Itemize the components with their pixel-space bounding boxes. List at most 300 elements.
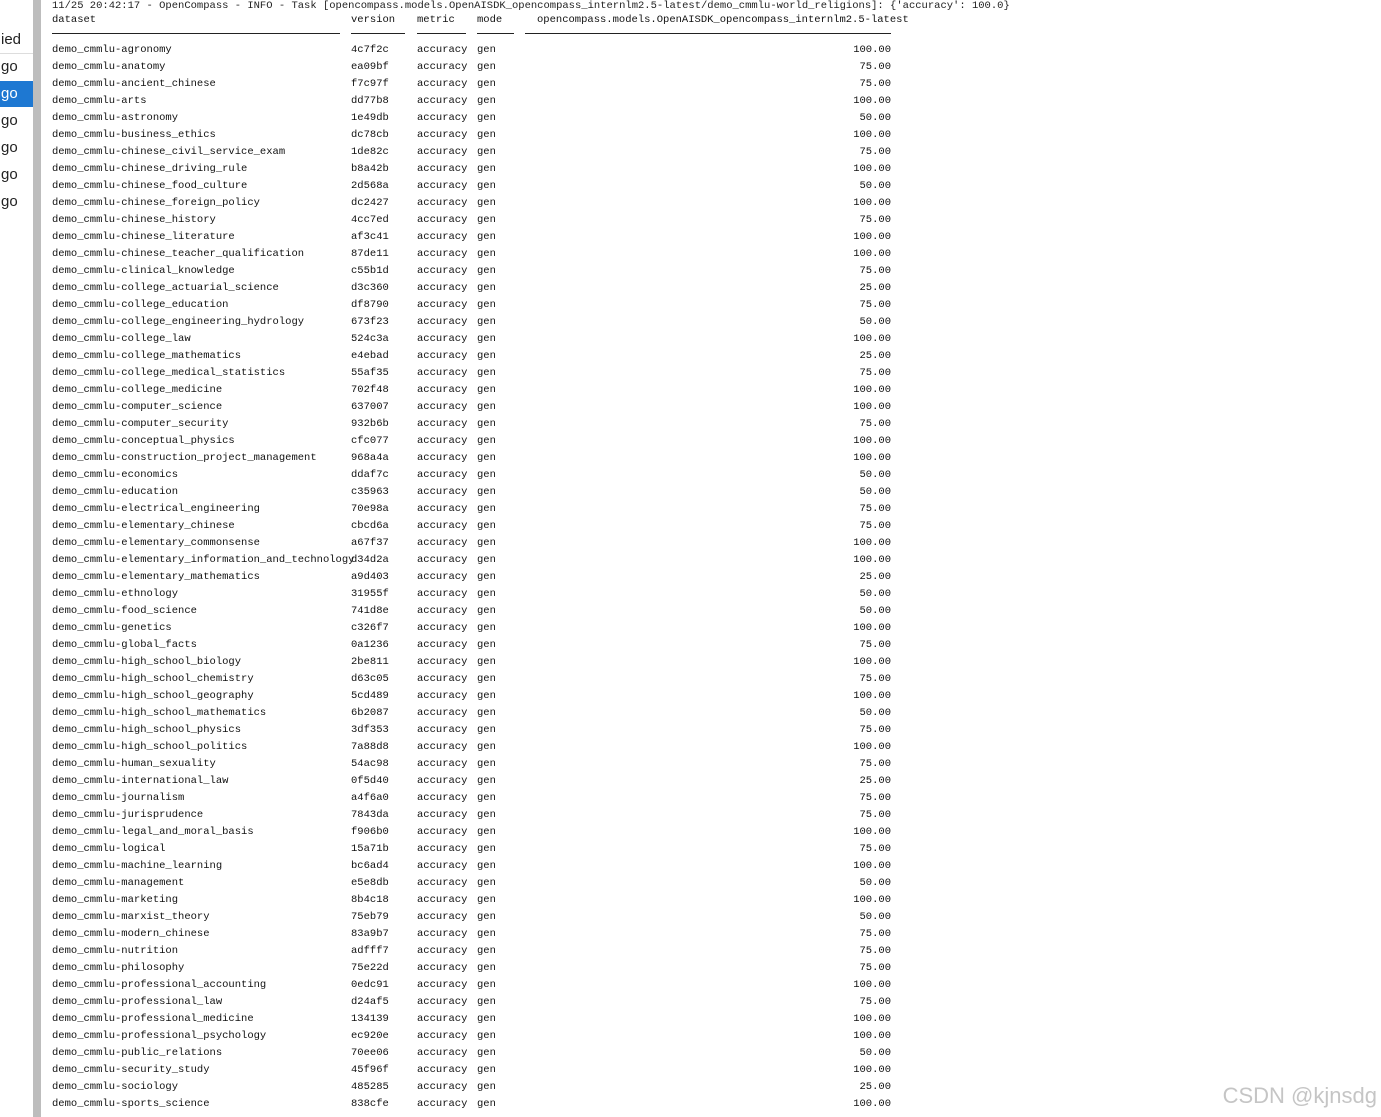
- cell-metric: accuracy: [417, 758, 468, 770]
- cell-version: b8a42b: [351, 163, 389, 175]
- cell-dataset: demo_cmmlu-college_medical_statistics: [52, 367, 286, 379]
- cell-score: 50.00: [859, 112, 891, 124]
- table-row: [0, 1013, 900, 1030]
- cell-version: 45f96f: [351, 1064, 389, 1076]
- header-rule: [477, 33, 514, 34]
- cell-dataset: demo_cmmlu-electrical_engineering: [52, 503, 260, 515]
- cell-mode: gen: [477, 95, 496, 107]
- cell-version: df8790: [351, 299, 389, 311]
- cell-dataset: demo_cmmlu-modern_chinese: [52, 928, 210, 940]
- cell-metric: accuracy: [417, 860, 468, 872]
- cell-dataset: demo_cmmlu-philosophy: [52, 962, 185, 974]
- cell-version: a4f6a0: [351, 792, 389, 804]
- cell-dataset: demo_cmmlu-clinical_knowledge: [52, 265, 235, 277]
- table-row: [0, 384, 900, 401]
- cell-mode: gen: [477, 452, 496, 464]
- sidebar-item[interactable]: ied: [1, 31, 22, 48]
- cell-version: 637007: [351, 401, 389, 413]
- cell-score: 75.00: [859, 673, 891, 685]
- cell-dataset: demo_cmmlu-agronomy: [52, 44, 172, 56]
- cell-mode: gen: [477, 809, 496, 821]
- table-row: [0, 78, 900, 95]
- table-row: [0, 945, 900, 962]
- cell-dataset: demo_cmmlu-management: [52, 877, 185, 889]
- table-row: [0, 452, 900, 469]
- cell-version: 70e98a: [351, 503, 389, 515]
- cell-dataset: demo_cmmlu-computer_science: [52, 401, 223, 413]
- table-row: [0, 724, 900, 741]
- cell-metric: accuracy: [417, 775, 468, 787]
- cell-mode: gen: [477, 826, 496, 838]
- cell-score: 100.00: [853, 1013, 891, 1025]
- cell-metric: accuracy: [417, 690, 468, 702]
- header-version: version: [351, 14, 396, 26]
- cell-mode: gen: [477, 486, 496, 498]
- table-row: [0, 469, 900, 486]
- sidebar-item[interactable]: go: [1, 58, 18, 75]
- cell-metric: accuracy: [417, 418, 468, 430]
- cell-mode: gen: [477, 639, 496, 651]
- cell-dataset: demo_cmmlu-human_sexuality: [52, 758, 216, 770]
- cell-dataset: demo_cmmlu-high_school_politics: [52, 741, 248, 753]
- cell-metric: accuracy: [417, 146, 468, 158]
- cell-mode: gen: [477, 792, 496, 804]
- cell-metric: accuracy: [417, 401, 468, 413]
- cell-score: 75.00: [859, 809, 891, 821]
- cell-version: 83a9b7: [351, 928, 389, 940]
- cell-mode: gen: [477, 197, 496, 209]
- cell-metric: accuracy: [417, 197, 468, 209]
- cell-dataset: demo_cmmlu-public_relations: [52, 1047, 223, 1059]
- cell-mode: gen: [477, 775, 496, 787]
- cell-metric: accuracy: [417, 877, 468, 889]
- cell-score: 100.00: [853, 95, 891, 107]
- cell-metric: accuracy: [417, 571, 468, 583]
- sidebar-item[interactable]: go: [1, 112, 18, 129]
- cell-mode: gen: [477, 146, 496, 158]
- cell-metric: accuracy: [417, 1064, 468, 1076]
- cell-mode: gen: [477, 299, 496, 311]
- cell-mode: gen: [477, 435, 496, 447]
- cell-dataset: demo_cmmlu-global_facts: [52, 639, 197, 651]
- cell-dataset: demo_cmmlu-high_school_physics: [52, 724, 242, 736]
- cell-score: 25.00: [859, 571, 891, 583]
- cell-dataset: demo_cmmlu-elementary_chinese: [52, 520, 235, 532]
- cell-score: 100.00: [853, 554, 891, 566]
- cell-score: 100.00: [853, 656, 891, 668]
- table-row: [0, 571, 900, 588]
- cell-mode: gen: [477, 401, 496, 413]
- cell-metric: accuracy: [417, 996, 468, 1008]
- table-row: [0, 741, 900, 758]
- cell-mode: gen: [477, 44, 496, 56]
- cell-dataset: demo_cmmlu-computer_security: [52, 418, 229, 430]
- table-row: [0, 843, 900, 860]
- cell-version: 5cd489: [351, 690, 389, 702]
- cell-mode: gen: [477, 214, 496, 226]
- cell-dataset: demo_cmmlu-economics: [52, 469, 179, 481]
- cell-mode: gen: [477, 554, 496, 566]
- cell-metric: accuracy: [417, 452, 468, 464]
- cell-score: 25.00: [859, 1081, 891, 1093]
- cell-score: 100.00: [853, 622, 891, 634]
- cell-mode: gen: [477, 673, 496, 685]
- cell-metric: accuracy: [417, 741, 468, 753]
- cell-score: 75.00: [859, 367, 891, 379]
- cell-dataset: demo_cmmlu-sociology: [52, 1081, 179, 1093]
- table-row: [0, 656, 900, 673]
- cell-dataset: demo_cmmlu-machine_learning: [52, 860, 223, 872]
- cell-metric: accuracy: [417, 537, 468, 549]
- cell-mode: gen: [477, 112, 496, 124]
- table-row: [0, 146, 900, 163]
- cell-metric: accuracy: [417, 1047, 468, 1059]
- cell-version: 1de82c: [351, 146, 389, 158]
- cell-score: 75.00: [859, 928, 891, 940]
- cell-version: 741d8e: [351, 605, 389, 617]
- cell-version: 75e22d: [351, 962, 389, 974]
- table-row: [0, 231, 900, 248]
- cell-version: 8b4c18: [351, 894, 389, 906]
- cell-mode: gen: [477, 163, 496, 175]
- cell-version: 7843da: [351, 809, 389, 821]
- cell-dataset: demo_cmmlu-chinese_literature: [52, 231, 235, 243]
- cell-mode: gen: [477, 571, 496, 583]
- table-row: [0, 996, 900, 1013]
- cell-version: cbcd6a: [351, 520, 389, 532]
- cell-score: 75.00: [859, 146, 891, 158]
- cell-score: 100.00: [853, 129, 891, 141]
- cell-score: 25.00: [859, 775, 891, 787]
- cell-version: 1e49db: [351, 112, 389, 124]
- cell-dataset: demo_cmmlu-college_actuarial_science: [52, 282, 279, 294]
- table-row: [0, 333, 900, 350]
- cell-metric: accuracy: [417, 350, 468, 362]
- cell-version: 0f5d40: [351, 775, 389, 787]
- cell-dataset: demo_cmmlu-jurisprudence: [52, 809, 204, 821]
- cell-mode: gen: [477, 61, 496, 73]
- cell-version: 134139: [351, 1013, 389, 1025]
- cell-score: 100.00: [853, 333, 891, 345]
- cell-metric: accuracy: [417, 435, 468, 447]
- cell-mode: gen: [477, 894, 496, 906]
- cell-dataset: demo_cmmlu-elementary_mathematics: [52, 571, 260, 583]
- cell-version: 4cc7ed: [351, 214, 389, 226]
- cell-dataset: demo_cmmlu-high_school_chemistry: [52, 673, 254, 685]
- table-row: [0, 1030, 900, 1047]
- cell-mode: gen: [477, 265, 496, 277]
- cell-metric: accuracy: [417, 129, 468, 141]
- cell-mode: gen: [477, 724, 496, 736]
- cell-mode: gen: [477, 911, 496, 923]
- cell-score: 100.00: [853, 163, 891, 175]
- cell-metric: accuracy: [417, 605, 468, 617]
- table-row: [0, 129, 900, 146]
- cell-score: 75.00: [859, 843, 891, 855]
- log-line: 11/25 20:42:17 - OpenCompass - INFO - Task [opencompass.models.OpenAISDK_opencompass_internlm2.5-latest/demo_cmmlu-world_religions]: {'accuracy': 100.0}: [52, 0, 1010, 12]
- header-mode: mode: [477, 14, 503, 26]
- sidebar-item[interactable]: go: [0, 81, 33, 107]
- table-row: [0, 707, 900, 724]
- cell-score: 50.00: [859, 486, 891, 498]
- cell-version: 0edc91: [351, 979, 389, 991]
- cell-metric: accuracy: [417, 588, 468, 600]
- cell-dataset: demo_cmmlu-food_science: [52, 605, 197, 617]
- table-row: [0, 775, 900, 792]
- table-row: [0, 61, 900, 78]
- cell-score: 75.00: [859, 996, 891, 1008]
- header-rule: [417, 33, 466, 34]
- cell-metric: accuracy: [417, 231, 468, 243]
- cell-mode: gen: [477, 231, 496, 243]
- cell-mode: gen: [477, 1013, 496, 1025]
- table-row: [0, 299, 900, 316]
- cell-version: bc6ad4: [351, 860, 389, 872]
- table-row: [0, 537, 900, 554]
- table-row: [0, 979, 900, 996]
- cell-version: af3c41: [351, 231, 389, 243]
- cell-score: 50.00: [859, 180, 891, 192]
- cell-version: 87de11: [351, 248, 389, 260]
- cell-score: 100.00: [853, 197, 891, 209]
- cell-score: 75.00: [859, 503, 891, 515]
- cell-dataset: demo_cmmlu-marxist_theory: [52, 911, 210, 923]
- cell-version: 6b2087: [351, 707, 389, 719]
- cell-metric: accuracy: [417, 180, 468, 192]
- cell-dataset: demo_cmmlu-professional_medicine: [52, 1013, 254, 1025]
- table-row: [0, 605, 900, 622]
- table-row: [0, 894, 900, 911]
- cell-mode: gen: [477, 1064, 496, 1076]
- sidebar-item[interactable]: go: [1, 139, 18, 156]
- cell-mode: gen: [477, 1047, 496, 1059]
- cell-metric: accuracy: [417, 554, 468, 566]
- cell-metric: accuracy: [417, 826, 468, 838]
- cell-version: 932b6b: [351, 418, 389, 430]
- table-row: [0, 1047, 900, 1064]
- cell-version: 70ee06: [351, 1047, 389, 1059]
- cell-dataset: demo_cmmlu-construction_project_management: [52, 452, 317, 464]
- cell-dataset: demo_cmmlu-journalism: [52, 792, 185, 804]
- table-row: [0, 350, 900, 367]
- cell-dataset: demo_cmmlu-chinese_civil_service_exam: [52, 146, 286, 158]
- cell-version: a67f37: [351, 537, 389, 549]
- cell-metric: accuracy: [417, 163, 468, 175]
- cell-mode: gen: [477, 979, 496, 991]
- cell-score: 100.00: [853, 435, 891, 447]
- table-row: [0, 962, 900, 979]
- cell-version: 31955f: [351, 588, 389, 600]
- cell-score: 100.00: [853, 860, 891, 872]
- cell-dataset: demo_cmmlu-chinese_teacher_qualification: [52, 248, 305, 260]
- cell-dataset: demo_cmmlu-college_law: [52, 333, 191, 345]
- table-row: [0, 486, 900, 503]
- cell-metric: accuracy: [417, 656, 468, 668]
- table-row: [0, 792, 900, 809]
- cell-score: 100.00: [853, 248, 891, 260]
- table-row: [0, 1064, 900, 1081]
- table-row: [0, 758, 900, 775]
- cell-score: 50.00: [859, 911, 891, 923]
- cell-dataset: demo_cmmlu-college_engineering_hydrology: [52, 316, 305, 328]
- cell-version: 4c7f2c: [351, 44, 389, 56]
- cell-metric: accuracy: [417, 112, 468, 124]
- cell-version: 2be811: [351, 656, 389, 668]
- cell-dataset: demo_cmmlu-nutrition: [52, 945, 179, 957]
- cell-version: ddaf7c: [351, 469, 389, 481]
- cell-dataset: demo_cmmlu-arts: [52, 95, 147, 107]
- cell-version: 838cfe: [351, 1098, 389, 1110]
- table-row: [0, 435, 900, 452]
- cell-dataset: demo_cmmlu-education: [52, 486, 179, 498]
- cell-metric: accuracy: [417, 248, 468, 260]
- cell-metric: accuracy: [417, 911, 468, 923]
- cell-metric: accuracy: [417, 792, 468, 804]
- cell-metric: accuracy: [417, 486, 468, 498]
- cell-version: 968a4a: [351, 452, 389, 464]
- cell-metric: accuracy: [417, 945, 468, 957]
- cell-dataset: demo_cmmlu-professional_psychology: [52, 1030, 267, 1042]
- table-row: [0, 622, 900, 639]
- table-row: [0, 809, 900, 826]
- sidebar-item[interactable]: go: [1, 193, 18, 210]
- cell-score: 75.00: [859, 639, 891, 651]
- cell-metric: accuracy: [417, 95, 468, 107]
- table-row: [0, 588, 900, 605]
- cell-version: c55b1d: [351, 265, 389, 277]
- cell-dataset: demo_cmmlu-ethnology: [52, 588, 179, 600]
- table-row: [0, 316, 900, 333]
- cell-score: 100.00: [853, 690, 891, 702]
- table-row: [0, 367, 900, 384]
- cell-mode: gen: [477, 622, 496, 634]
- cell-dataset: demo_cmmlu-security_study: [52, 1064, 210, 1076]
- cell-metric: accuracy: [417, 809, 468, 821]
- cell-dataset: demo_cmmlu-elementary_commonsense: [52, 537, 260, 549]
- cell-score: 100.00: [853, 401, 891, 413]
- cell-mode: gen: [477, 741, 496, 753]
- cell-score: 50.00: [859, 588, 891, 600]
- cell-version: 3df353: [351, 724, 389, 736]
- cell-metric: accuracy: [417, 282, 468, 294]
- cell-metric: accuracy: [417, 673, 468, 685]
- cell-mode: gen: [477, 1030, 496, 1042]
- cell-version: 15a71b: [351, 843, 389, 855]
- table-row: [0, 503, 900, 520]
- cell-score: 75.00: [859, 758, 891, 770]
- cell-dataset: demo_cmmlu-conceptual_physics: [52, 435, 235, 447]
- cell-score: 50.00: [859, 469, 891, 481]
- cell-score: 75.00: [859, 962, 891, 974]
- cell-dataset: demo_cmmlu-ancient_chinese: [52, 78, 216, 90]
- cell-metric: accuracy: [417, 333, 468, 345]
- cell-mode: gen: [477, 1098, 496, 1110]
- cell-mode: gen: [477, 1081, 496, 1093]
- cell-dataset: demo_cmmlu-sports_science: [52, 1098, 210, 1110]
- cell-score: 100.00: [853, 826, 891, 838]
- cell-metric: accuracy: [417, 622, 468, 634]
- table-row: [0, 673, 900, 690]
- table-row: [0, 282, 900, 299]
- cell-score: 50.00: [859, 605, 891, 617]
- cell-mode: gen: [477, 384, 496, 396]
- cell-metric: accuracy: [417, 520, 468, 532]
- cell-score: 100.00: [853, 44, 891, 56]
- cell-score: 100.00: [853, 1030, 891, 1042]
- cell-mode: gen: [477, 928, 496, 940]
- cell-mode: gen: [477, 843, 496, 855]
- cell-version: e4ebad: [351, 350, 389, 362]
- cell-metric: accuracy: [417, 469, 468, 481]
- cell-dataset: demo_cmmlu-professional_law: [52, 996, 223, 1008]
- table-row: [0, 911, 900, 928]
- cell-mode: gen: [477, 78, 496, 90]
- cell-metric: accuracy: [417, 316, 468, 328]
- cell-version: d3c360: [351, 282, 389, 294]
- cell-mode: gen: [477, 537, 496, 549]
- cell-mode: gen: [477, 707, 496, 719]
- cell-version: 524c3a: [351, 333, 389, 345]
- cell-dataset: demo_cmmlu-anatomy: [52, 61, 166, 73]
- cell-version: 0a1236: [351, 639, 389, 651]
- cell-version: 7a88d8: [351, 741, 389, 753]
- watermark: CSDN @kjnsdg: [1222, 1083, 1377, 1108]
- cell-dataset: demo_cmmlu-high_school_mathematics: [52, 707, 267, 719]
- cell-dataset: demo_cmmlu-genetics: [52, 622, 172, 634]
- cell-version: e5e8db: [351, 877, 389, 889]
- sidebar-item[interactable]: go: [1, 166, 18, 183]
- table-row: [0, 401, 900, 418]
- cell-mode: gen: [477, 945, 496, 957]
- cell-score: 25.00: [859, 350, 891, 362]
- cell-dataset: demo_cmmlu-elementary_information_and_technology: [52, 554, 355, 566]
- cell-score: 50.00: [859, 316, 891, 328]
- cell-metric: accuracy: [417, 928, 468, 940]
- cell-version: 54ac98: [351, 758, 389, 770]
- table-row: [0, 826, 900, 843]
- cell-dataset: demo_cmmlu-college_medicine: [52, 384, 223, 396]
- cell-metric: accuracy: [417, 1013, 468, 1025]
- cell-metric: accuracy: [417, 1030, 468, 1042]
- cell-mode: gen: [477, 333, 496, 345]
- cell-metric: accuracy: [417, 843, 468, 855]
- cell-version: ea09bf: [351, 61, 389, 73]
- cell-score: 75.00: [859, 265, 891, 277]
- cell-score: 100.00: [853, 979, 891, 991]
- cell-score: 100.00: [853, 537, 891, 549]
- cell-version: d34d2a: [351, 554, 389, 566]
- cell-score: 100.00: [853, 231, 891, 243]
- header-rule: [525, 33, 891, 34]
- cell-metric: accuracy: [417, 384, 468, 396]
- header-metric: metric: [417, 14, 455, 26]
- cell-version: ec920e: [351, 1030, 389, 1042]
- table-row: [0, 214, 900, 231]
- cell-version: 673f23: [351, 316, 389, 328]
- cell-mode: gen: [477, 469, 496, 481]
- cell-metric: accuracy: [417, 503, 468, 515]
- cell-score: 75.00: [859, 520, 891, 532]
- cell-dataset: demo_cmmlu-chinese_history: [52, 214, 216, 226]
- cell-score: 100.00: [853, 384, 891, 396]
- table-row: [0, 112, 900, 129]
- cell-mode: gen: [477, 129, 496, 141]
- cell-mode: gen: [477, 350, 496, 362]
- cell-metric: accuracy: [417, 639, 468, 651]
- cell-version: 2d568a: [351, 180, 389, 192]
- cell-version: d63c05: [351, 673, 389, 685]
- cell-version: 702f48: [351, 384, 389, 396]
